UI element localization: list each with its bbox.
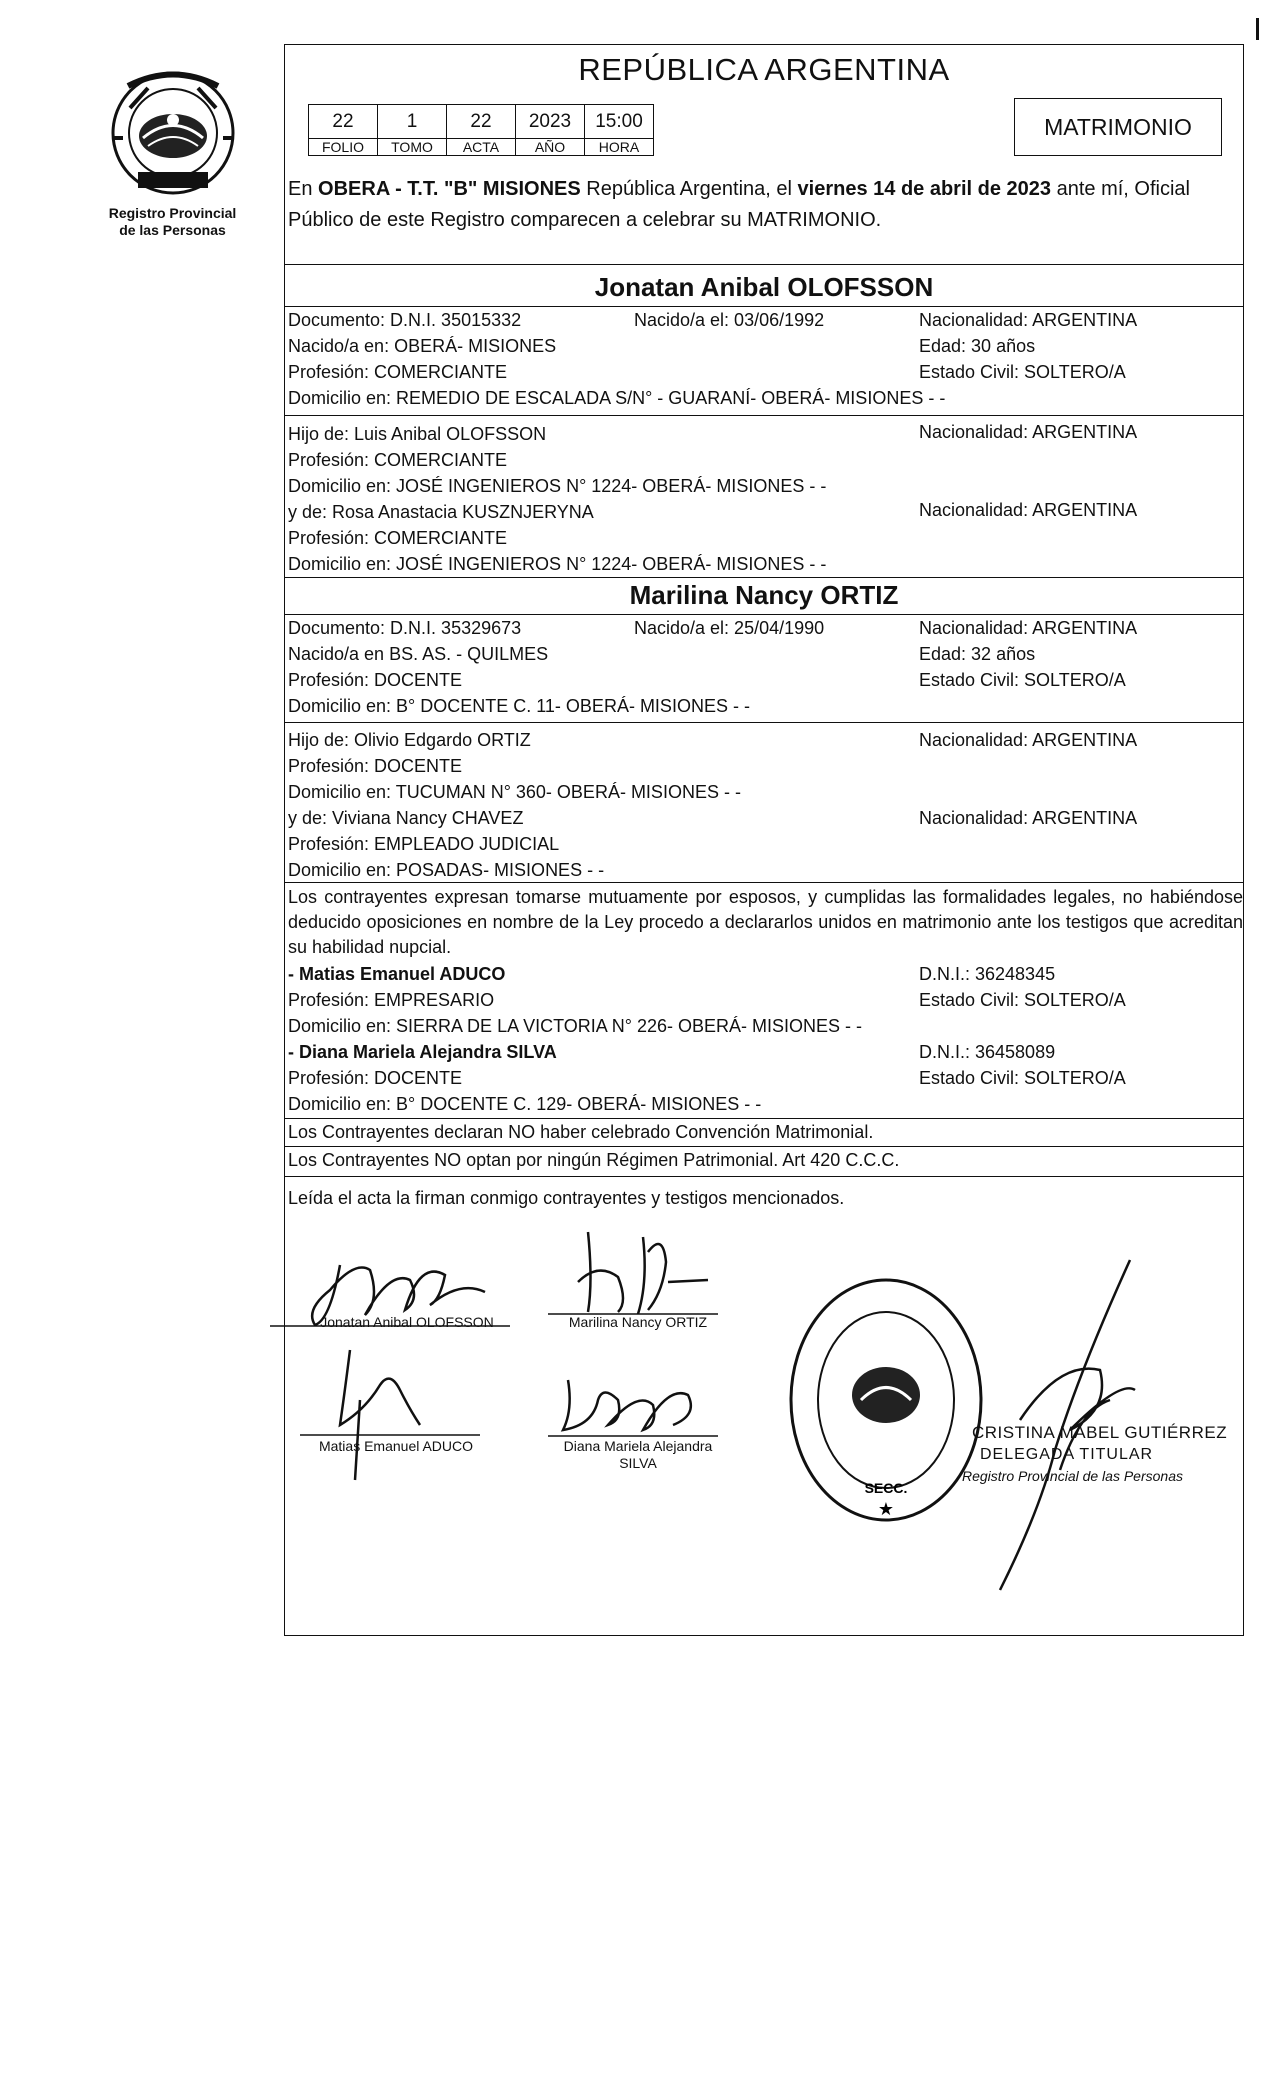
bride-mother-profession: Profesión: EMPLEADO JUDICIAL <box>288 834 560 854</box>
intro-date: viernes 14 de abril de 2023 <box>797 178 1052 200</box>
witness2-civil-status: Estado Civil: SOLTERO/A <box>919 1068 1126 1088</box>
intro-text-3: ante mí, Oficial Público de este Registro comparecen a celebrar su MATRIMONIO. <box>288 178 1190 231</box>
groom-age: Edad: 30 años <box>919 336 1036 356</box>
witness2-address: Domicilio en: B° DOCENTE C. 129- OBERÁ- MISIONES - - <box>288 1094 762 1114</box>
witness2-label-line2: SILVA <box>619 1455 657 1471</box>
groom-name: Jonatan Anibal OLOFSSON <box>594 272 934 302</box>
groom-birthdate: Nacido/a el: 03/06/1992 <box>634 310 825 330</box>
acta-label: ACTA <box>447 139 516 156</box>
bride-signature-label: Marilina Nancy ORTIZ <box>568 1314 708 1330</box>
intro-place: OBERA - T.T. "B" MISIONES <box>318 178 581 200</box>
bride-father-nationality: Nacionalidad: ARGENTINA <box>919 730 1138 750</box>
divider <box>284 264 1244 265</box>
bride-name: Marilina Nancy ORTIZ <box>629 580 899 610</box>
regime-statement: Los Contrayentes NO optan por ningún Régimen Patrimonial. Art 420 C.C.C. <box>288 1150 900 1170</box>
witness2-signature-label <box>538 1438 738 1472</box>
act-type-box: MATRIMONIO <box>1014 98 1222 156</box>
groom-nationality: Nacionalidad: ARGENTINA <box>919 310 1138 330</box>
groom-profession: Profesión: COMERCIANTE <box>288 362 508 382</box>
witness1-signature-icon <box>290 1330 490 1490</box>
groom-birthplace: Nacido/a en: OBERÁ- MISIONES <box>288 336 557 356</box>
groom-documento: Documento: D.N.I. 35015332 <box>288 310 522 330</box>
country-title: REPÚBLICA ARGENTINA <box>578 52 950 87</box>
divider <box>284 577 1244 578</box>
witness2-name: - Diana Mariela Alejandra SILVA <box>288 1042 557 1062</box>
svg-text:★: ★ <box>877 1499 895 1519</box>
bride-father-profession: Profesión: DOCENTE <box>288 756 463 776</box>
convention-statement: Los Contrayentes declaran NO haber celebrado Convención Matrimonial. <box>288 1122 874 1142</box>
tomo-value: 1 <box>378 105 447 139</box>
bride-mother: y de: Viviana Nancy CHAVEZ <box>288 808 524 828</box>
divider <box>284 306 1244 307</box>
witness1-address: Domicilio en: SIERRA DE LA VICTORIA N° 226- OBERÁ- MISIONES - - <box>288 1016 863 1036</box>
groom-mother-address: Domicilio en: JOSÉ INGENIEROS N° 1224- OBERÁ- MISIONES - - <box>288 554 827 574</box>
tomo-label: TOMO <box>378 139 447 156</box>
bride-mother-address: Domicilio en: POSADAS- MISIONES - - <box>288 860 605 880</box>
groom-civil-status: Estado Civil: SOLTERO/A <box>919 362 1126 382</box>
divider <box>284 1176 1244 1177</box>
witness2-label-line1: Diana Mariela Alejandra <box>563 1438 713 1454</box>
registry-caption-line1: Registro Provincial <box>108 205 237 221</box>
witness1-civil-status: Estado Civil: SOLTERO/A <box>919 990 1126 1010</box>
witness2-dni: D.N.I.: 36458089 <box>919 1042 1056 1062</box>
witness2-signature-icon <box>548 1370 728 1440</box>
groom-signature-label: Jonatan Anibal OLOFSSON <box>320 1314 494 1330</box>
closing-statement: Leída el acta la firman conmigo contrayentes y testigos mencionados. <box>288 1188 845 1208</box>
groom-father-profession: Profesión: COMERCIANTE <box>288 450 508 470</box>
intro-paragraph <box>288 174 1244 236</box>
acta-value: 22 <box>447 105 516 139</box>
groom-father-address: Domicilio en: JOSÉ INGENIEROS N° 1224- OBERÁ- MISIONES - - <box>288 476 827 496</box>
declaration-paragraph: Los contrayentes expresan tomarse mutuamente por esposos, y cumplidas las formalidades legales, no habiéndose deducido oposiciones en nombre de la Ley procedo a declararlos unidos en matrimonio ante los testigos que acreditan su habilidad nupcial. <box>288 887 1243 957</box>
anio-label: AÑO <box>516 139 585 156</box>
divider <box>284 722 1244 723</box>
hora-label: HORA <box>585 139 654 156</box>
bride-father: Hijo de: Olivio Edgardo ORTIZ <box>288 730 531 750</box>
groom-mother-nationality: Nacionalidad: ARGENTINA <box>919 500 1138 520</box>
bride-birthdate: Nacido/a el: 25/04/1990 <box>634 618 825 638</box>
bride-nationality: Nacionalidad: ARGENTINA <box>919 618 1138 638</box>
divider <box>284 1146 1244 1147</box>
witness2-profession: Profesión: DOCENTE <box>288 1068 463 1088</box>
intro-text-1: En <box>288 178 319 200</box>
groom-address: Domicilio en: REMEDIO DE ESCALADA S/N° - GUARANÍ- OBERÁ- MISIONES - - <box>288 388 946 408</box>
page-edge-mark <box>1256 18 1259 40</box>
groom-father-nationality: Nacionalidad: ARGENTINA <box>919 422 1138 442</box>
official-name: CRISTINA MABEL GUTIÉRREZ <box>972 1423 1228 1442</box>
intro-text-2: República Argentina, el <box>580 178 798 200</box>
bride-documento: Documento: D.N.I. 35329673 <box>288 618 522 638</box>
anio-value: 2023 <box>516 105 585 139</box>
folio-label: FOLIO <box>309 139 378 156</box>
divider <box>284 1118 1244 1119</box>
bride-age: Edad: 32 años <box>919 644 1036 664</box>
groom-mother-profession: Profesión: COMERCIANTE <box>288 528 508 548</box>
official-title: DELEGADA TITULAR <box>980 1446 1154 1463</box>
bride-birthplace: Nacido/a en BS. AS. - QUILMES <box>288 644 549 664</box>
folio-value: 22 <box>309 105 378 139</box>
bride-mother-nationality: Nacionalidad: ARGENTINA <box>919 808 1138 828</box>
hora-value: 15:00 <box>585 105 654 139</box>
bride-address: Domicilio en: B° DOCENTE C. 11- OBERÁ- MISIONES - - <box>288 696 750 716</box>
witness1-name: - Matias Emanuel ADUCO <box>288 964 506 984</box>
registry-caption <box>95 205 250 239</box>
witness1-profession: Profesión: EMPRESARIO <box>288 990 495 1010</box>
witness1-dni: D.N.I.: 36248345 <box>919 964 1056 984</box>
divider <box>284 415 1244 416</box>
misiones-coat-of-arms-icon <box>108 68 238 198</box>
registry-stamp-icon <box>786 1275 986 1535</box>
divider <box>284 614 1244 615</box>
witness1-signature-label: Matias Emanuel ADUCO <box>318 1438 474 1454</box>
bride-father-address: Domicilio en: TUCUMAN N° 360- OBERÁ- MISIONES - - <box>288 782 741 802</box>
official-office: Registro Provincial de las Personas <box>962 1468 1183 1484</box>
groom-mother: y de: Rosa Anastacia KUSZNJERYNA <box>288 502 594 522</box>
registry-caption-line2: de las Personas <box>119 222 226 238</box>
groom-father: Hijo de: Luis Anibal OLOFSSON <box>288 424 547 444</box>
svg-text:SECC.: SECC. <box>864 1480 908 1496</box>
divider <box>284 882 1244 883</box>
bride-profession: Profesión: DOCENTE <box>288 670 463 690</box>
bride-civil-status: Estado Civil: SOLTERO/A <box>919 670 1126 690</box>
record-table <box>308 104 654 156</box>
